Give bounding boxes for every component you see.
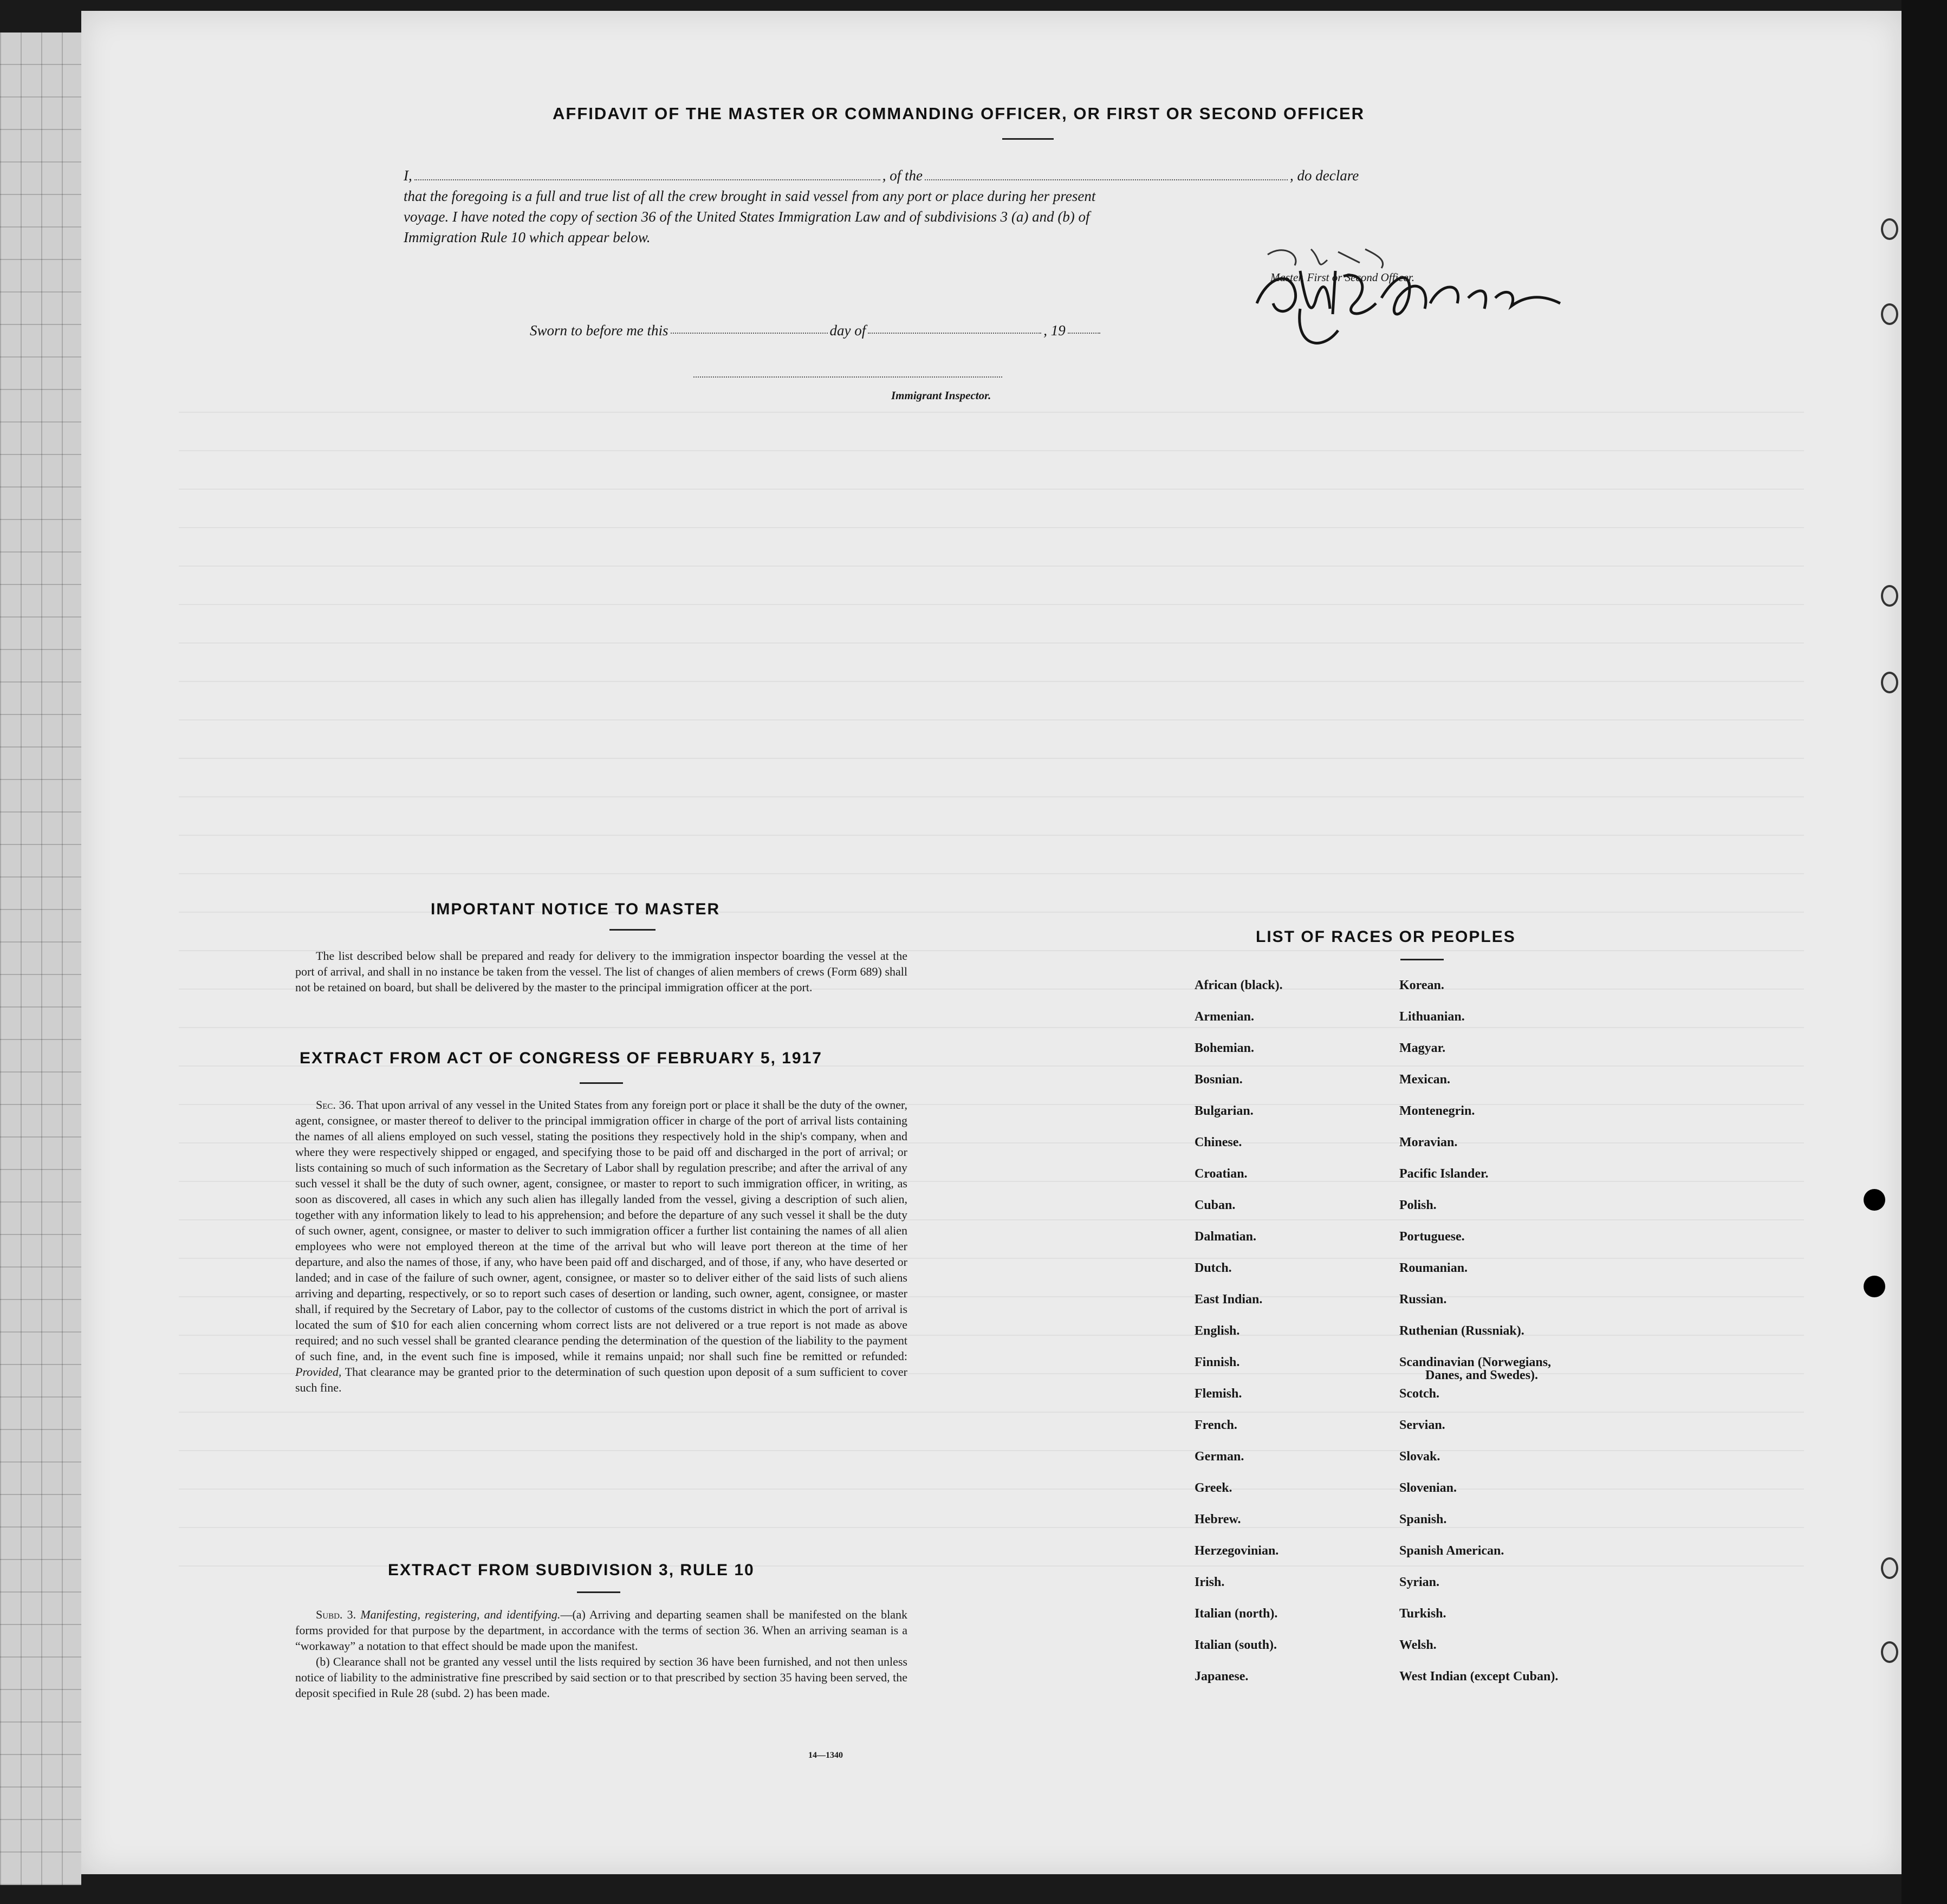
race-item: African (black). — [1195, 978, 1283, 992]
affidavit-body — [404, 165, 1509, 248]
race-item: Croatian. — [1195, 1167, 1248, 1181]
race-item: Scandinavian (Norwegians, Danes, and Swedes). — [1399, 1347, 1558, 1378]
race-item: Servian. — [1399, 1418, 1445, 1432]
inspector-caption: Immigrant Inspector. — [891, 389, 991, 402]
ghost-row-line — [179, 835, 1804, 836]
race-item: Portuguese. — [1399, 1230, 1465, 1244]
ghost-row-line — [179, 1450, 1804, 1451]
act-text — [295, 1097, 907, 1395]
sworn-day-blank — [671, 333, 828, 334]
race-item: Dutch. — [1195, 1261, 1232, 1275]
race-item: Ruthenian (Russniak). — [1399, 1324, 1524, 1338]
ghost-row-line — [179, 1412, 1804, 1413]
race-item: English. — [1195, 1324, 1240, 1338]
act-provided: Provided, — [295, 1365, 342, 1379]
subd-label: Subd. 3. — [316, 1608, 356, 1621]
notice-title: IMPORTANT NOTICE TO MASTER — [431, 900, 721, 918]
ghost-row-line — [179, 1527, 1804, 1528]
act-rule — [580, 1082, 623, 1084]
race-item: Greek. — [1195, 1481, 1232, 1495]
act-title: EXTRACT FROM ACT OF CONGRESS OF FEBRUARY 5, 1917 — [300, 1049, 822, 1067]
act-body: That upon arrival of any vessel in the United States from any foreign port or place it shall be the duty of the owner, agent, consignee, or master thereof to deliver to the principal immigration officer in charge of the port of arrival lists containing the names of all aliens employed on such vessel, stating the positions they respectively hold in the ship's company, when and where they were respectively shipped or engaged, and specifying those to be paid off and discharged in the port of arrival; or lists containing so much of such information as the Secretary of Labor shall by regulation prescribe; and after the arrival of any such vessel it shall be the duty of such owner, agent, consignee, or master to report to such immigration officer, in writing, as soon as discovered, all cases in which any such alien has illegally landed from the vessel, giving a description of such alien, together with any information likely to lead to his apprehension; and before the departure of any such vessel it shall be the duty of such owner, agent, consignee, or master to deliver to such immigration officer a further list containing the names of all alien employees who were not employed thereon at the time of the arrival but who will leave port thereon at the time of her departure, and also the names of those, if any, who have been paid off and discharged, and of those, if any, who have deserted or landed; and in case of the failure of such owner, agent, consignee, or master so to deliver either of the said lists of such aliens arriving and departing, respectively, or so to report such cases of desertion or landing, such owner, agent, consignee, or master shall, if required by the Secretary of Labor, pay to the collector of customs of the customs district in which the port of arrival is located the sum of $10 for each alien concerning whom correct lists are not delivered or a true report is not made as above required; and no such vessel shall be granted clearance pending the determination of the question of the liability to the payment of such fine, and, in the event such fine is imposed, while it remains unpaid; nor shall such fine be remitted or refunded: — [295, 1098, 908, 1363]
punch-hole — [1881, 1641, 1898, 1663]
affidavit-line-3: voyage. I have noted the copy of section 36 of the United States Immigration Law and of subdivisions 3 (a) and (b) of — [404, 209, 1090, 225]
ghost-row-line — [179, 604, 1804, 605]
affidavit-do-declare: , do declare — [1290, 167, 1359, 184]
race-item: Korean. — [1399, 978, 1444, 992]
bleed-through-crew-table — [81, 11, 1901, 1874]
rule10-a-body: —(a) Arriving and departing seamen shall be manifested on the blank forms provided for that purpose by the department, in accordance with the terms of section 36. When an arriving seaman is a “workaway” a notation to that effect should be made upon the manifest. — [295, 1608, 907, 1653]
affidavit-line-2: that the foregoing is a full and true list of all the crew brought in said vessel from any port or place during her present — [404, 188, 1096, 204]
race-item: Slovenian. — [1399, 1481, 1457, 1495]
race-item: Irish. — [1195, 1575, 1225, 1589]
race-item: Armenian. — [1195, 1010, 1254, 1024]
race-item: Bosnian. — [1195, 1073, 1243, 1087]
race-item: Roumanian. — [1399, 1261, 1468, 1275]
race-item: Italian (south). — [1195, 1638, 1277, 1652]
race-item: Bulgarian. — [1195, 1104, 1254, 1118]
rule10-text — [295, 1607, 907, 1701]
year-label: , 19 — [1043, 322, 1066, 339]
race-item: Cuban. — [1195, 1198, 1236, 1212]
race-item: Magyar. — [1399, 1041, 1446, 1055]
notice-text — [295, 948, 907, 995]
rule10-rule — [577, 1591, 620, 1593]
notice-paragraph: The list described below shall be prepared and ready for delivery to the immigration inspector boarding the vessel at the port of arrival, and shall in no instance be taken from the vessel. The list of changes of alien members of crews (Form 689) shall not be retained on board, but shall be delivered by the master to the principal immigration officer at the port. — [295, 949, 907, 994]
races-rule — [1400, 959, 1444, 960]
title-rule — [1002, 138, 1054, 140]
ghost-row-line — [179, 758, 1804, 759]
ghost-row-line — [179, 873, 1804, 874]
ghost-row-line — [179, 566, 1804, 567]
race-item: Moravian. — [1399, 1135, 1458, 1149]
form-number: 14—1340 — [808, 1751, 843, 1760]
ghost-row-line — [179, 719, 1804, 720]
race-item: French. — [1195, 1418, 1237, 1432]
ghost-row-line — [179, 450, 1804, 451]
vessel-name-blank — [925, 179, 1288, 180]
day-of-label: day of — [829, 322, 866, 339]
races-right-column — [1399, 970, 1558, 1692]
race-item: Syrian. — [1399, 1575, 1440, 1589]
punch-hole — [1881, 1557, 1898, 1579]
race-item: German. — [1195, 1450, 1244, 1464]
scan-border — [1901, 0, 1947, 1904]
subd-italic: Manifesting, registering, and identifying. — [360, 1608, 561, 1621]
affidavit-title: AFFIDAVIT OF THE MASTER OR COMMANDING OFFICER, OR FIRST OR SECOND OFFICER — [553, 104, 1365, 123]
race-item: West Indian (except Cuban). — [1399, 1669, 1559, 1684]
race-item-continuation: Danes, and Swedes). — [1425, 1368, 1539, 1382]
race-item: Hebrew. — [1195, 1512, 1241, 1526]
races-title: LIST OF RACES OR PEOPLES — [1256, 928, 1516, 946]
rule10-a — [295, 1607, 907, 1654]
punch-hole — [1864, 1276, 1885, 1297]
affidavit-line-4: Immigration Rule 10 which appear below. — [404, 229, 651, 245]
race-item: Finnish. — [1195, 1355, 1240, 1369]
sworn-label: Sworn to before me this — [530, 322, 669, 339]
race-item: Slovak. — [1399, 1450, 1440, 1464]
race-item: Herzegovinian. — [1195, 1544, 1279, 1558]
notice-rule — [609, 929, 656, 931]
affidavit-of-the: , of the — [882, 167, 923, 184]
rule10-b: (b) Clearance shall not be granted any vessel until the lists required by section 36 have been furnished, and not then unless notice of liability to the administrative fine prescribed by said section or to that prescribed by section 35 having been served, the deposit specified in Rule 28 (subd. 2) has been made. — [295, 1655, 907, 1700]
race-item: Montenegrin. — [1399, 1104, 1475, 1118]
race-item: Mexican. — [1399, 1073, 1450, 1087]
act-paragraph — [295, 1097, 907, 1395]
race-item: Bohemian. — [1195, 1041, 1255, 1055]
race-item: Pacific Islander. — [1399, 1167, 1489, 1181]
sworn-line — [530, 322, 1102, 339]
ghost-row-line — [179, 527, 1804, 528]
sworn-month-blank — [868, 333, 1041, 334]
sec-label: Sec. 36. — [316, 1098, 354, 1112]
ghost-row-line — [179, 1489, 1804, 1490]
race-item: Scotch. — [1399, 1387, 1439, 1401]
rule10-title: EXTRACT FROM SUBDIVISION 3, RULE 10 — [388, 1561, 755, 1579]
race-item: Dalmatian. — [1195, 1230, 1256, 1244]
race-item: Lithuanian. — [1399, 1010, 1465, 1024]
affidavit-i-label: I, — [404, 167, 412, 184]
races-left-column — [1195, 970, 1283, 1692]
race-item: East Indian. — [1195, 1292, 1263, 1307]
race-item: Italian (north). — [1195, 1607, 1278, 1621]
ghost-row-line — [179, 412, 1804, 413]
ghost-row-line — [179, 642, 1804, 644]
race-item: Spanish. — [1399, 1512, 1447, 1526]
signer-caption: Master, First or Second Officer. — [1270, 271, 1414, 284]
sworn-year-blank — [1068, 333, 1100, 334]
punch-hole — [1881, 585, 1898, 607]
underlying-page-strip — [0, 33, 81, 1885]
race-item: Welsh. — [1399, 1638, 1437, 1652]
inspector-signature-blank — [693, 376, 1002, 378]
document-page — [81, 11, 1901, 1874]
race-item: Turkish. — [1399, 1607, 1446, 1621]
race-item: Chinese. — [1195, 1135, 1242, 1149]
ghost-row-line — [179, 796, 1804, 797]
race-item: Russian. — [1399, 1292, 1447, 1307]
master-name-blank — [414, 179, 880, 180]
race-item: Spanish American. — [1399, 1544, 1504, 1558]
punch-hole — [1881, 672, 1898, 693]
punch-hole — [1881, 218, 1898, 240]
punch-hole — [1864, 1189, 1885, 1211]
race-item: Flemish. — [1195, 1387, 1242, 1401]
ghost-row-line — [179, 489, 1804, 490]
ghost-row-line — [179, 681, 1804, 682]
ghost-row-line — [179, 1027, 1804, 1028]
punch-hole — [1881, 303, 1898, 325]
race-item: Polish. — [1399, 1198, 1437, 1212]
race-item: Japanese. — [1195, 1669, 1249, 1684]
ghost-row-line — [179, 912, 1804, 913]
act-body-end: That clearance may be granted prior to the determination of such question upon deposit of a sum sufficient to cover such fine. — [295, 1365, 907, 1394]
